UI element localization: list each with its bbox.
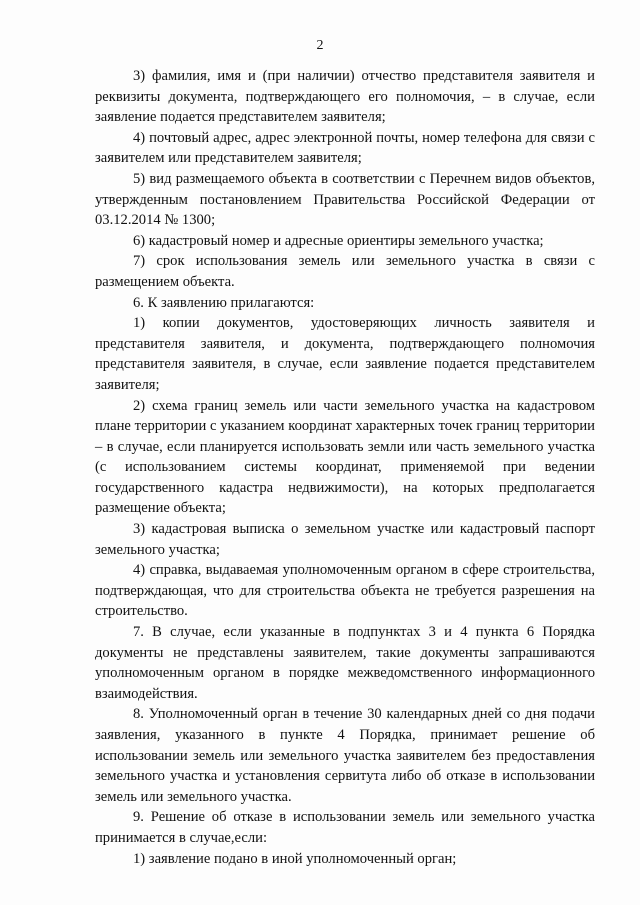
paragraph-item-4-contacts: 4) почтовый адрес, адрес электронной почты, номер телефона для связи с заявителем или представителем заявителя;: [95, 129, 595, 167]
paragraph-item-5-object-type: 5) вид размещаемого объекта в соответствии с Перечнем видов объектов, утвержденным постановлением Правительства Российской Федерации от 03.12.2014 № 1300;: [95, 170, 595, 229]
paragraph-attachment-1-identity-docs: 1) копии документов, удостоверяющих личность заявителя и представителя заявителя, и документа, подтверждающего полномочия представителя заявителя, в случае, если заявление подается представителем заявителя;: [95, 315, 595, 393]
page-number: 2: [316, 38, 324, 53]
paragraph-section-7-interagency-request: 7. В случае, если указанные в подпунктах 3 и 4 пункта 6 Порядка документы не представлены заявителем, такие документы запрашиваются уполномоченным органом в порядке межведомственного информационного взаимодействия.: [95, 624, 595, 702]
paragraph-attachment-2-boundary-scheme: 2) схема границ земель или части земельного участка на кадастровом плане территории с указанием координат характерных точек границ территории – в случае, если планируется использовать земли или часть земельного участка (с использованием системы координат, применяемой при ведении государственного кадастра недвижимости), на которых предполагается размещение объекта;: [95, 397, 595, 517]
paragraph-item-6-cadastral-number: 6) кадастровый номер и адресные ориентиры земельного участка;: [133, 232, 544, 249]
paragraph-item-3-representative: 3) фамилия, имя и (при наличии) отчество представителя заявителя и реквизиты документа, подтверждающего его полномочия, – в случае, если заявление подается представителем заявителя;: [95, 68, 595, 126]
paragraph-refusal-1-wrong-authority: 1) заявление подано в иной уполномоченный орган;: [133, 850, 457, 867]
paragraph-section-8-decision-term: 8. Уполномоченный орган в течение 30 календарных дней со дня подачи заявления, указанного в пункте 4 Порядка, принимает решение об использовании земель или земельного участка заявителем без предоставления земельного участка и установления сервитута либо об отказе в использовании земель или земельного участка.: [95, 706, 595, 805]
paragraph-section-9-refusal: 9. Решение об отказе в использовании земель или земельного участка принимается в случае,если:: [95, 809, 595, 846]
document-body: [95, 66, 595, 869]
paragraph-attachment-3-cadastral-extract: 3) кадастровая выписка о земельном участке или кадастровый паспорт земельного участка;: [95, 521, 595, 558]
paragraph-attachment-4-construction-certificate: 4) справка, выдаваемая уполномоченным органом в сфере строительства, подтверждающая, что для строительства объекта не требуется разрешения на строительство.: [95, 562, 595, 620]
paragraph-section-6-attachments: 6. К заявлению прилагаются:: [133, 294, 315, 311]
paragraph-item-7-usage-term: 7) срок использования земель или земельного участка в связи с размещением объекта.: [95, 253, 595, 290]
